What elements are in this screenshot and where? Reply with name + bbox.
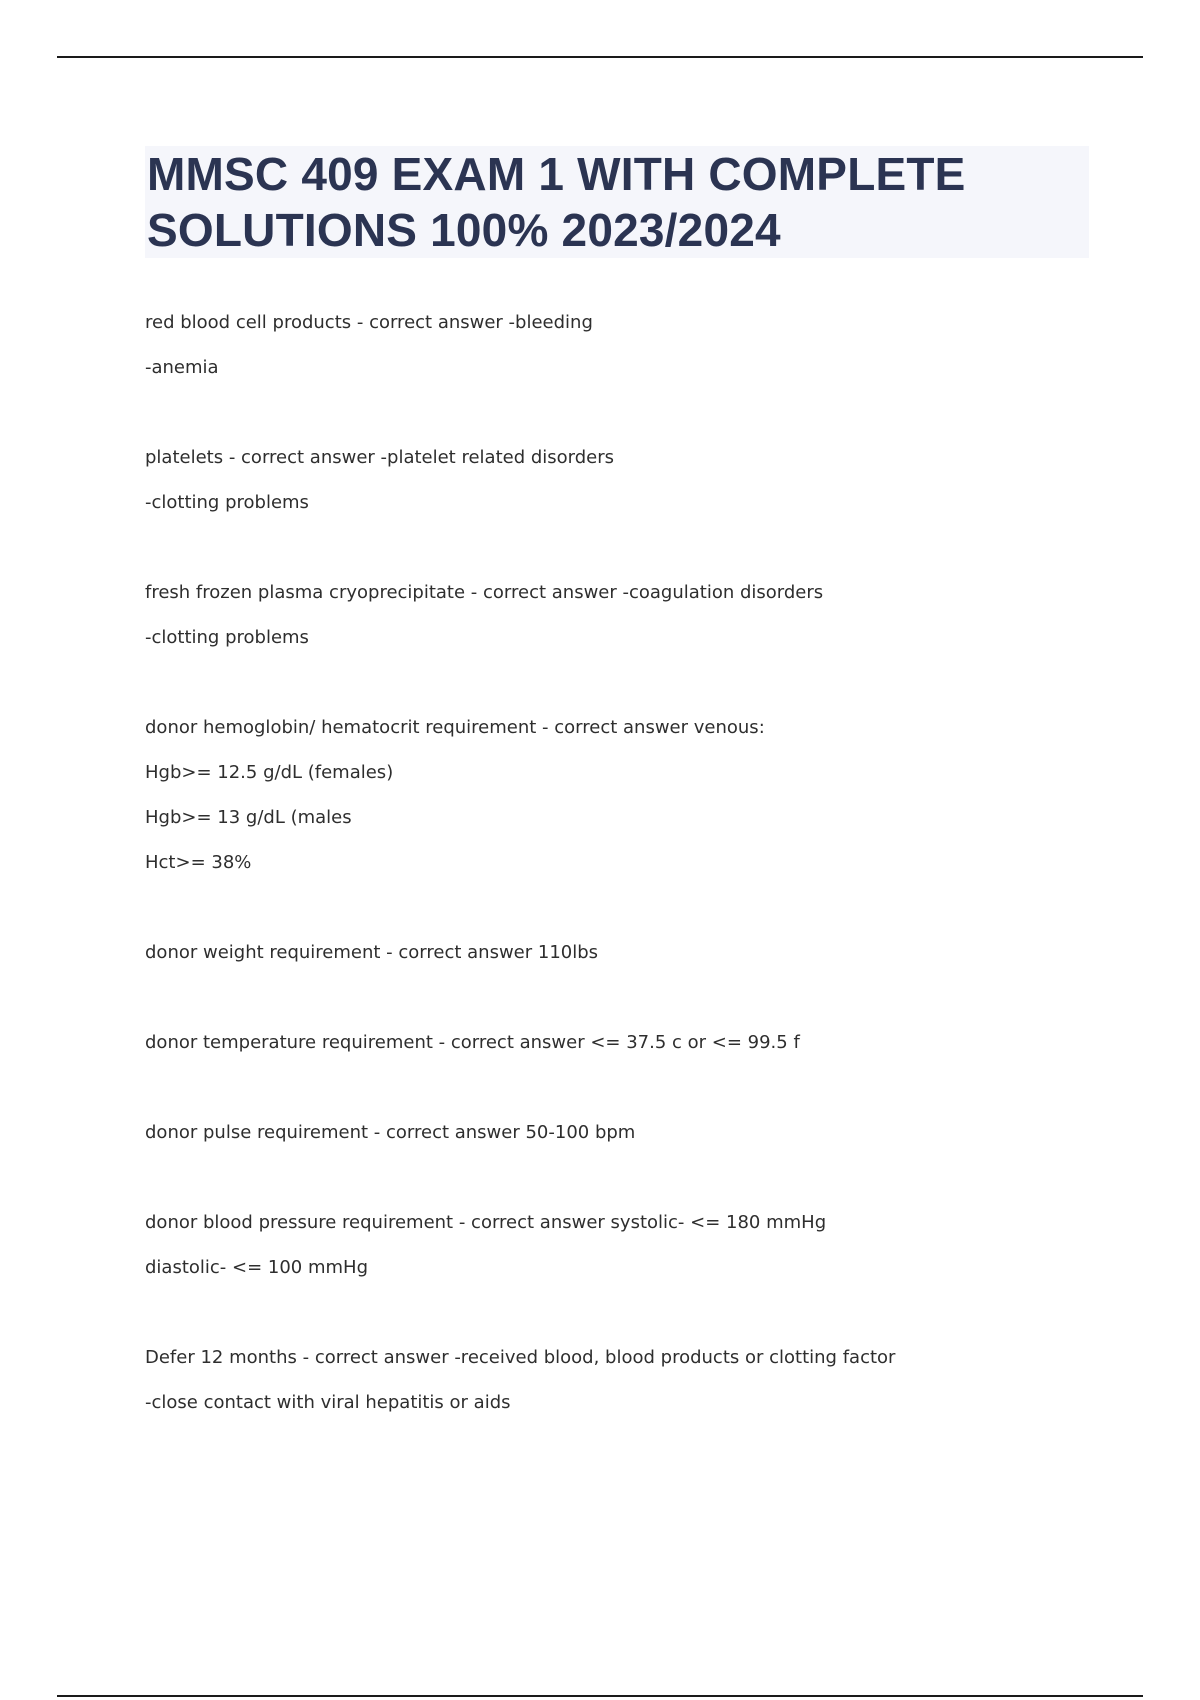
qa-entry [145,1110,1089,1155]
qa-line: Defer 12 months - correct answer -received blood, blood products or clotting factor [145,1347,896,1368]
qa-entry [145,435,1089,525]
qa-line: donor blood pressure requirement - correct answer systolic- <= 180 mmHg [145,1212,827,1233]
title-line-1: MMSC 409 EXAM 1 WITH COMPLETE [147,148,966,200]
qa-line: -clotting problems [145,492,309,513]
qa-line: red blood cell products - correct answer -bleeding [145,312,593,333]
qa-entry [145,930,1089,975]
entry-spacer [145,885,1089,930]
qa-line: Hct>= 38% [145,852,252,873]
title-line-2: SOLUTIONS 100% 2023/2024 [147,204,781,256]
qa-entry [145,300,1089,390]
qa-line: Hgb>= 12.5 g/dL (females) [145,762,394,783]
qa-line: platelets - correct answer -platelet related disorders [145,447,615,468]
document-title [147,146,1089,258]
qa-line: donor weight requirement - correct answer 110lbs [145,942,599,963]
qa-line: diastolic- <= 100 mmHg [145,1257,369,1278]
entry-spacer [145,660,1089,705]
top-rule [57,56,1143,58]
entry-spacer [145,1290,1089,1335]
qa-entry [145,1335,1089,1425]
bottom-rule [57,1695,1143,1697]
entry-spacer [145,525,1089,570]
qa-line: -clotting problems [145,627,309,648]
entry-spacer [145,1155,1089,1200]
qa-line: donor pulse requirement - correct answer 50-100 bpm [145,1122,636,1143]
qa-entry [145,1200,1089,1290]
title-box [145,146,1089,258]
qa-entry [145,570,1089,660]
entry-spacer [145,1065,1089,1110]
qa-line: donor temperature requirement - correct answer <= 37.5 c or <= 99.5 f [145,1032,800,1053]
entry-spacer [145,975,1089,1020]
entry-spacer [145,390,1089,435]
qa-line: -anemia [145,357,219,378]
qa-entry [145,1020,1089,1065]
qa-list [145,300,1089,1425]
qa-line: donor hemoglobin/ hematocrit requirement - correct answer venous: [145,717,765,738]
qa-line: Hgb>= 13 g/dL (males [145,807,352,828]
qa-entry [145,705,1089,885]
qa-line: fresh frozen plasma cryoprecipitate - correct answer -coagulation disorders [145,582,824,603]
qa-line: -close contact with viral hepatitis or aids [145,1392,511,1413]
